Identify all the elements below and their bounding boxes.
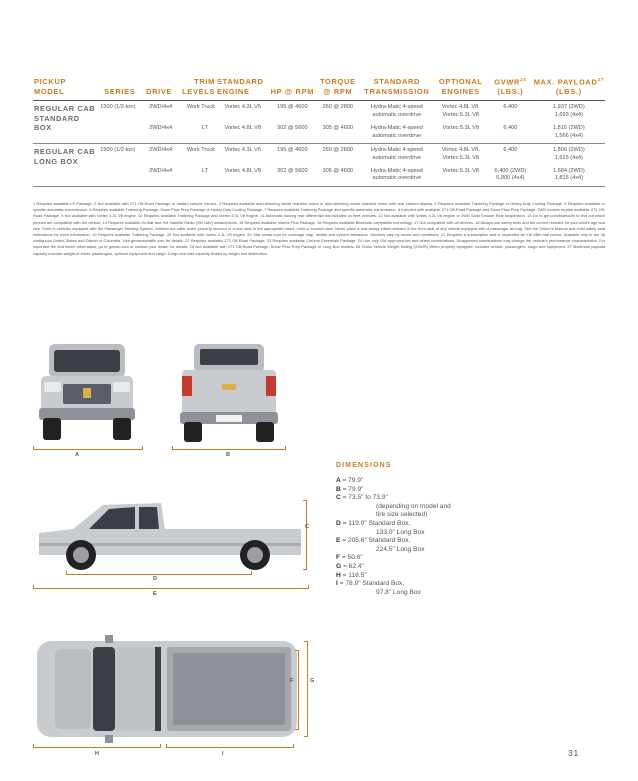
gvwr-sup: 24 [520, 77, 527, 82]
torque-cell: 305 @ 4600 [322, 167, 354, 174]
gvwr-cell [488, 144, 533, 165]
col-model-header: PICKUP MODEL [34, 77, 66, 97]
truck-tire-left [43, 418, 61, 440]
dimension-item [336, 546, 476, 555]
dimension-value: = 119.0" Standard Box, [342, 519, 411, 527]
hp-cell: 195 @ 4600 [277, 147, 308, 154]
dimension-value: tire size selected) [376, 511, 428, 519]
col-trim-header: TRIM LEVELS [182, 77, 216, 97]
dimension-key: E [336, 537, 343, 545]
label-g: G [310, 678, 315, 684]
gvwr-unit: (LBS.) [497, 87, 524, 97]
dimension-item [336, 589, 476, 598]
truck-tire-right [113, 418, 131, 440]
truck-rear-view-image [174, 340, 284, 446]
opt-line-2: Vortec 5.3L V8 [442, 111, 480, 118]
trim-cell: Work Truck [186, 147, 216, 154]
torque-cell: 305 @ 4600 [322, 125, 354, 132]
optional-cell [433, 144, 488, 165]
truck-license-plate [216, 415, 242, 422]
gvwr-line-1: 6,400 [503, 147, 518, 154]
payload-line-2: 1,566 (4x4) [554, 132, 583, 139]
dimension-key: G [336, 562, 343, 570]
label-c: C [305, 524, 309, 530]
dimensions-list [336, 477, 476, 597]
truck-mirror-left [105, 635, 113, 643]
truck-tire-right [256, 422, 274, 442]
dimension-item [336, 537, 476, 546]
truck-bowtie [222, 384, 236, 390]
dimension-value: 224.5" Long Box [376, 545, 425, 553]
gvwr-line-2: 6,800 (4x4) [496, 175, 525, 182]
dimension-h-line [33, 744, 161, 748]
dimension-item [336, 520, 476, 529]
series-cell: 1500 (1/2-ton) [100, 147, 136, 154]
trim-cell: Work Truck [186, 104, 216, 111]
payload-cell [533, 165, 605, 186]
truck-headlight-right [113, 382, 130, 392]
truck-taillight-right [266, 376, 276, 396]
truck-rear-wheel [247, 547, 263, 563]
trim-cell: LT [201, 167, 209, 174]
dimension-item [336, 572, 476, 581]
trim-cell: LT [201, 125, 209, 132]
label-d: D [153, 576, 157, 582]
gvwr-line-1: 6,400 [503, 125, 518, 132]
gvwr-label: GVWR [494, 77, 521, 87]
dimension-i-line [166, 744, 294, 748]
series-cell [97, 122, 137, 143]
truck-hood [55, 649, 91, 729]
footnotes: 1 Requires available LS Package. 2 Not available with Z71 Off-Road Package or heated camper mirrors. 3 Requires available auto-dimming inside rearview mirror or auto-dimming inside rearview mirror with rear camera display. 4 Requires available Trailering Package or Heavy-Duty Cooling Package. 5 Requires available or specific automatic transmission. 6 Requires available Trailering Package, Snow Plow Prep Package or Heavy-Duty Cooling Package. 7 Requires available Trailering Package and specific automatic transmission. 8 Included with available Z71 Off-Road Package and Snow Plow Prep Package. 2WD models require available Z71 Off-Road Package. 9 Not available with Vortec 4.3L V6 engine. 10 Requires available Trailering Package and Vortec 5.3L V8 engine. 11 Automatic locking rear differential not included on fleet vehicles. 12 Not available with Vortec 4.3L V6 engine or 2WD Solid Smooth Ride suspension. 13 Go to gm.com/bluetooth to find out which phones are compatible with the vehicle. 14 Requires available OnStar and XM Satellite Radio (XM NAV) subscriptions. 15 Requires available Interior Plus Package. 16 Requires available Bluetooth compatible technology. 17 Not compatible with all devices. 18 Always use safety belts and the correct restraint for your child's age and size. Even in vehicles equipped with the Passenger Sensing System, children are safer when properly secured in a rear seat in the appropriate infant, child or booster seat. Never place a rear-facing infant restraint in the front seat of any vehicle equipped with a passenger air bag. See the Owner's Manual and child safety seat instructions for more information. 19 Requires available Trailering Package. 20 Not available with Vortec 4.3L V6 engine. 20 Visit onstar.com for coverage map, details and system limitations. Services vary by model and conditions. 21 Requires a subscription and is separated as XM after trial period. Available only in the 48 contiguous United States and District of Columbia. Visit gmvsnavtraffic.com for details. 22 Requires available Z71 Off-Road Package. 23 Requires available Chrome Essentials Package. 24 Use only GM approved tire and wheel combinations. Unapproved combinations may change the vehicle's performance characteristics. For important tire and wheel information, go to gmvsn.com or contact your dealer for details. 25 Not available with Z71 Off-Road Package, Snow Plow Prep Package or Long Box models. 26 Gross Vehicle Weight Rating (GVWR) When properly equipped; includes vehicle, passengers, cargo and equipment. 27 Maximum payload capacity includes weight of driver, passengers, optional equipment and cargo. Cargo and load capacity limited by weight and distribution. [33, 201, 605, 256]
truck-rear-window [155, 647, 161, 731]
payload-sup: 27 [597, 77, 604, 82]
dimension-item [336, 503, 476, 512]
truck-bed-floor [173, 653, 285, 725]
dimension-value: = 205.6" Standard Box, [342, 537, 411, 545]
payload-line-1: 1,937 (2WD) [552, 104, 585, 111]
gvwr-line-1: 6,400 [503, 104, 518, 111]
truck-tire-left [184, 422, 202, 442]
dimension-item [336, 529, 476, 538]
col-engine-header: STANDARD ENGINE [217, 77, 264, 97]
truck-front-wheel [73, 547, 89, 563]
gvwr-cell [488, 101, 533, 122]
drive-cell: 2WD/4x4 [149, 147, 173, 154]
label-h: H [95, 751, 99, 757]
dimension-value: = 50.6" [341, 554, 363, 562]
dimension-g-line [304, 641, 308, 737]
torque-cell: 260 @ 2800 [322, 147, 354, 154]
col-series-header: SERIES [104, 87, 136, 97]
dimension-c-line [303, 500, 307, 570]
dimension-f-line [295, 650, 299, 730]
dimension-value: 133.0" Long Box [376, 528, 425, 536]
dimension-value: = 79.9" [342, 477, 364, 484]
col-hp-header: HP @ RPM [270, 87, 315, 97]
model-cell: REGULAR CAB LONG BOX [34, 147, 96, 166]
dimension-value: (depending on model and [376, 502, 451, 510]
dimension-key: H [336, 571, 343, 579]
hp-cell: 302 @ 5600 [277, 125, 308, 132]
payload-line-1: 1,806 (2WD) [552, 147, 585, 154]
optional-cell [433, 101, 488, 122]
truck-bowtie [83, 388, 91, 398]
dimension-value: = 116.5" [342, 571, 367, 579]
opt-line-1: Vortec 5.3L V8 [442, 167, 480, 174]
trans-line-2: automatic overdrive [372, 132, 422, 139]
payload-cell [533, 122, 605, 143]
series-cell: 1500 (1/2-ton) [100, 104, 136, 111]
col-optional-header: OPTIONAL ENGINES [438, 77, 483, 97]
spec-table [33, 75, 605, 187]
dimensions-panel [336, 462, 476, 597]
label-b: B [226, 452, 230, 458]
trans-line-2: automatic overdrive [372, 175, 422, 182]
transmission-cell [360, 165, 433, 186]
transmission-cell [360, 101, 433, 122]
transmission-cell [360, 144, 433, 165]
label-e: E [153, 591, 157, 597]
dimension-key: B [336, 485, 343, 493]
payload-cell [533, 101, 605, 122]
truck-mirror-right [105, 735, 113, 743]
engine-cell: Vortec 4.3L V6 [224, 104, 261, 111]
table-row [33, 122, 605, 143]
payload-line-1: 1,815 (2WD) [552, 125, 585, 132]
hp-cell: 195 @ 4600 [277, 104, 308, 111]
transmission-cell [360, 122, 433, 143]
hp-cell: 302 @ 5600 [277, 167, 308, 174]
engine-cell: Vortec 4.8L V8 [224, 125, 261, 132]
dimension-value: = 62.4" [342, 562, 364, 570]
drive-cell: 2WD/4x4 [149, 125, 173, 132]
dimension-b-line [172, 446, 286, 450]
truck-taillight-left [182, 376, 192, 396]
truck-windshield [93, 647, 115, 731]
dimension-item [336, 563, 476, 572]
table-row [33, 144, 605, 165]
table-row [33, 101, 605, 122]
dimension-value: = 73.5" to 73.9" [342, 494, 388, 502]
dimension-item [336, 554, 476, 563]
opt-line-1: Vortec 5.3L V8 [442, 125, 480, 132]
dimension-key: A [336, 477, 343, 484]
label-a: A [75, 452, 79, 458]
truck-windshield [54, 350, 120, 372]
dimension-item [336, 486, 476, 495]
trans-line-2: automatic overdrive [372, 154, 422, 161]
dimensions-title: DIMENSIONS [336, 462, 392, 469]
gvwr-cell [488, 165, 533, 186]
engine-cell: Vortec 4.3L V6 [224, 147, 261, 154]
truck-side-view-image [33, 493, 308, 575]
trans-line-1: Hydra-Matic 4-speed [370, 147, 423, 154]
truck-side-window-rear [139, 507, 159, 529]
truck-roof [115, 647, 155, 731]
dimension-item [336, 580, 476, 589]
payload-line-2: 1,615 (4x4) [554, 154, 583, 161]
drive-cell: 2WD/4x4 [149, 104, 173, 111]
drive-cell: 2WD/4x4 [149, 167, 173, 174]
dimension-key: F [336, 554, 342, 562]
dimension-a-line [33, 446, 143, 450]
col-drive-header: DRIVE [146, 87, 173, 97]
optional-cell [433, 122, 488, 143]
truck-front-view-image [33, 336, 141, 446]
dimension-d-line [66, 571, 252, 575]
trans-line-1: Hydra-Matic 4-speed [370, 104, 423, 111]
gvwr-cell [488, 122, 533, 143]
payload-line-2: 1,815 (4x4) [554, 175, 583, 182]
table-row [33, 165, 605, 186]
payload-unit: (LBS.) [555, 87, 582, 97]
col-gvwr-header [488, 75, 533, 101]
dimension-e-line [33, 585, 309, 589]
optional-cell [433, 165, 488, 186]
dimension-item [336, 494, 476, 503]
truck-tailgate [182, 370, 276, 416]
dimension-value: 97.8" Long Box [376, 588, 421, 596]
gvwr-line-1: 6,400 (2WD) [494, 167, 527, 174]
torque-cell: 260 @ 2800 [322, 104, 354, 111]
page-number: 31 [568, 748, 580, 758]
dimension-key: C [336, 494, 343, 502]
label-i: I [222, 751, 224, 757]
dimension-item [336, 477, 476, 486]
col-torque-header: TORQUE @ RPM [319, 77, 356, 97]
col-transmission-header: STANDARD TRANSMISSION [364, 77, 430, 97]
col-payload-header [533, 75, 605, 101]
payload-label: MAX. PAYLOAD [533, 77, 598, 87]
opt-line-1: Vortec 4.8L V8, [441, 147, 480, 154]
opt-line-2: Vortec 5.3L V8 [442, 154, 480, 161]
truck-rear-window [200, 349, 258, 365]
truck-headlight-left [44, 382, 61, 392]
series-cell [97, 165, 137, 186]
table-header-row [33, 75, 605, 101]
payload-line-2: 1,693 (4x4) [554, 111, 583, 118]
dimension-key: D [336, 519, 343, 527]
dimension-value: = 78.9" Standard Box, [339, 580, 405, 588]
trans-line-1: Hydra-Matic 4-speed [370, 125, 423, 132]
label-f: F [290, 678, 294, 684]
dimension-key: I [336, 580, 340, 588]
engine-cell: Vortec 4.8L V8 [224, 167, 261, 174]
payload-cell [533, 144, 605, 165]
payload-line-1: 1,684 (2WD) [552, 167, 585, 174]
truck-top-view-image [33, 633, 301, 745]
trans-line-2: automatic overdrive [372, 111, 422, 118]
model-cell: REGULAR CAB STANDARD BOX [34, 104, 96, 133]
dimension-item [336, 511, 476, 520]
dimension-value: = 79.9" [342, 485, 364, 493]
trans-line-1: Hydra-Matic 4-speed [370, 167, 423, 174]
opt-line-1: Vortec 4.8L V8, [441, 104, 480, 111]
